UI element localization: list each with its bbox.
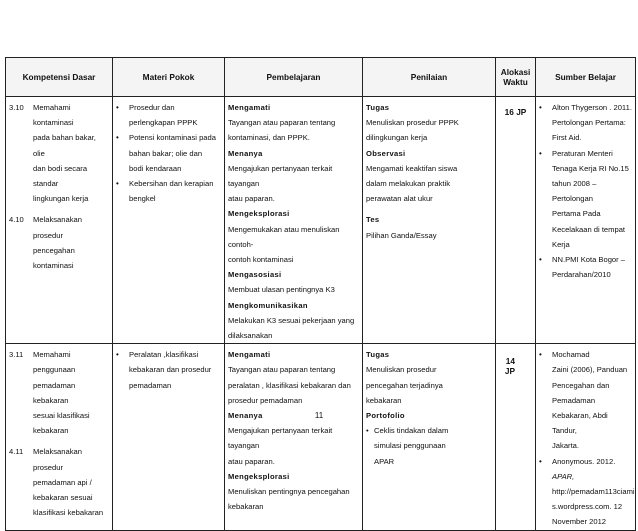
kd-line: Memahami kontaminasi xyxy=(33,103,74,128)
sumber-text xyxy=(552,100,632,146)
materi-text xyxy=(129,347,211,393)
kd-line: kebakaran sesuai xyxy=(33,493,93,503)
bullet-icon: • xyxy=(539,255,542,265)
kd-line: pencegahan kontaminasi xyxy=(33,245,75,271)
assessment-line: dilingkungan kerja xyxy=(366,133,428,143)
activity-line: Membuat ulasan pentingnya K3 xyxy=(228,285,335,295)
activity-line: prosedur pemadaman xyxy=(228,395,303,405)
sumber-text xyxy=(552,252,625,282)
assessment-heading: Portofolio xyxy=(366,411,405,421)
sumber-line: November 2012 xyxy=(552,517,607,527)
sumber-list xyxy=(536,344,635,529)
materi-item xyxy=(116,176,221,206)
header-alokasi-line2: Waktu xyxy=(503,77,528,87)
assessment-line: perawatan alat ukur xyxy=(366,194,433,204)
header-penilaian: Penilaian xyxy=(363,58,496,97)
activity-heading: Mengasosiasi xyxy=(228,270,282,280)
cell-alokasi-waktu xyxy=(496,97,536,344)
kd-line: klasifikasi kebakaran xyxy=(33,508,104,518)
materi-line: bengkel xyxy=(129,194,156,204)
sumber-bullets xyxy=(539,100,632,282)
sumber-line: Kebakaran, Abdi Tandur, xyxy=(552,411,608,436)
penilaian-list xyxy=(363,344,495,469)
bullet-icon: • xyxy=(116,350,119,360)
kd-line: dan bodi secara standar xyxy=(33,163,88,189)
activity-line: kontaminasi, dan PPPK. xyxy=(228,133,310,143)
materi-line: Potensi kontaminasi pada xyxy=(129,133,216,143)
kd-line: Melaksanakan prosedur xyxy=(33,447,82,472)
assessment-line: Menuliskan prosedur PPPK xyxy=(366,118,459,128)
cell-kompetensi-dasar xyxy=(6,97,113,344)
materi-line: pemadaman xyxy=(129,380,172,390)
sumber-bullets xyxy=(539,347,635,529)
assessment-line: pencegahan terjadinya xyxy=(366,380,443,390)
assessment-bullet-line: simulasi penggunaan xyxy=(374,441,446,451)
sumber-item xyxy=(539,100,632,146)
cell-materi-pokok xyxy=(113,97,225,344)
activity-line: peralatan , klasifikasi kebakaran dan xyxy=(228,380,351,390)
cell-penilaian xyxy=(363,97,496,344)
materi-text xyxy=(129,130,216,176)
activity-line: atau paparan. xyxy=(228,456,275,466)
materi-list xyxy=(113,344,224,393)
activity-line: kebakaran xyxy=(228,502,264,512)
table-row xyxy=(6,344,636,530)
bullet-icon: • xyxy=(116,133,119,143)
activity-heading: Mengeksplorasi xyxy=(228,209,290,219)
header-alokasi-waktu xyxy=(496,58,536,97)
sumber-item xyxy=(539,146,632,252)
sumber-text xyxy=(552,347,632,453)
assessment-heading: Tugas xyxy=(366,350,390,360)
table-row xyxy=(6,97,636,344)
kd-line: pemadaman kebakaran xyxy=(33,380,76,405)
activity-heading: Menanya xyxy=(228,148,263,158)
activity-heading: Mengeksplorasi xyxy=(228,471,290,481)
activity-line: Mengemukakan atau menuliskan contoh- xyxy=(228,224,340,249)
sumber-line: Pencegahan dan xyxy=(552,380,610,390)
activity-line: Melakukan K3 sesuai pekerjaan yang xyxy=(228,315,355,325)
cell-penilaian xyxy=(363,344,496,530)
kd-line: pada bahan bakar, olie xyxy=(33,133,96,158)
activity-heading: Menanya xyxy=(228,411,263,421)
pembelajaran-list xyxy=(225,97,362,343)
sumber-line: Anonymous. 2012. xyxy=(552,456,616,466)
activity-line: contoh kontaminasi xyxy=(228,255,294,265)
cell-kompetensi-dasar xyxy=(6,344,113,530)
sumber-text xyxy=(552,454,635,530)
assessment-line: Pilihan Ganda/Essay xyxy=(366,230,437,240)
bullet-icon: • xyxy=(116,179,119,189)
materi-line: bodi kendaraan xyxy=(129,163,182,173)
kd-line: lingkungan kerja xyxy=(33,194,89,204)
materi-text xyxy=(129,100,197,130)
activity-line: Mengajukan pertanyaan terkait tayangan xyxy=(228,163,333,189)
materi-line: kebakaran dan prosedur xyxy=(129,365,212,375)
materi-text xyxy=(129,176,213,206)
cell-materi-pokok xyxy=(113,344,225,530)
kd-list xyxy=(6,344,112,520)
sumber-list xyxy=(536,97,635,282)
kd-number: 4.10 xyxy=(9,215,24,225)
time-allocation: 14 JP xyxy=(504,356,515,377)
materi-item xyxy=(116,130,221,176)
kd-number: 3.11 xyxy=(9,350,24,360)
header-materi-pokok: Materi Pokok xyxy=(113,58,225,97)
kd-number: 3.10 xyxy=(9,103,24,112)
materi-item xyxy=(116,347,221,393)
pembelajaran-list xyxy=(225,344,362,514)
sumber-line: s.wordpress.com. 12 xyxy=(552,502,623,512)
assessment-bullet-item xyxy=(366,423,492,469)
materi-line: bahan bakar; olie dan xyxy=(129,148,203,158)
sumber-line: Perdarahan/2010 xyxy=(552,270,611,280)
sumber-line: tahun 2008 –Pertolongan xyxy=(552,179,597,204)
bullet-icon: • xyxy=(116,103,119,112)
materi-line: Prosedur dan xyxy=(129,103,175,112)
activity-line: Tayangan atau paparan tentang xyxy=(228,365,336,375)
sumber-line: Pertama Pada xyxy=(552,209,601,219)
assessment-heading: Tugas xyxy=(366,103,390,112)
bullet-icon: • xyxy=(539,103,542,112)
sumber-item xyxy=(539,347,632,453)
sumber-line: NN.PMI Kota Bogor – xyxy=(552,255,626,265)
sumber-line: Pemadaman xyxy=(552,395,596,405)
activity-line: Mengajukan pertanyaan terkait tayangan xyxy=(228,426,333,451)
sumber-line: Mochamad xyxy=(552,350,590,360)
kd-item xyxy=(9,347,109,438)
activity-line: dilaksanakan xyxy=(228,331,273,341)
activity-line: atau paparan. xyxy=(228,194,275,204)
activity-line: Tayangan atau paparan tentang xyxy=(228,118,336,128)
sumber-line: Kerja xyxy=(552,239,570,249)
cell-pembelajaran xyxy=(225,97,363,344)
sumber-item xyxy=(539,454,635,530)
materi-bullets xyxy=(116,347,221,393)
activity-heading: Mengamati xyxy=(228,103,271,112)
assessment-line: Mengamati keaktifan siswa xyxy=(366,163,458,173)
kd-item xyxy=(9,100,109,206)
sumber-line: http://pemadam113ciami xyxy=(552,487,635,497)
bullet-icon: • xyxy=(366,426,369,436)
assessment-line: Menuliskan prosedur xyxy=(366,365,437,375)
assessment-bullet-text xyxy=(374,423,448,469)
kd-text xyxy=(33,212,109,273)
bullet-icon: • xyxy=(539,456,542,466)
materi-line: perlengkapan PPPK xyxy=(129,118,198,128)
sumber-text xyxy=(552,146,632,252)
header-sumber-belajar: Sumber Belajar xyxy=(536,58,636,97)
assessment-heading: Observasi xyxy=(366,148,406,158)
bullet-icon: • xyxy=(539,148,542,158)
penilaian-list xyxy=(363,97,495,243)
kd-item xyxy=(9,444,109,520)
materi-line: Kebersihan dan kerapian xyxy=(129,179,214,189)
header-pembelajaran: Pembelajaran xyxy=(225,58,363,97)
page-number: 11 xyxy=(314,411,324,420)
activity-heading: Mengamati xyxy=(228,350,271,360)
kd-item xyxy=(9,212,109,273)
activity-line: Menuliskan pentingnya pencegahan xyxy=(228,487,350,497)
bullet-icon: • xyxy=(539,350,542,360)
sumber-line: Peraturan Menteri xyxy=(552,148,613,158)
assessment-line: dalam melakukan praktik xyxy=(366,179,450,189)
cell-sumber-belajar xyxy=(536,344,636,530)
syllabus-table xyxy=(5,57,636,531)
kd-number: 4.11 xyxy=(9,447,24,457)
assessment-bullet-line: Ceklis tindakan dalam xyxy=(374,426,449,436)
sumber-item xyxy=(539,252,632,282)
cell-pembelajaran xyxy=(225,344,363,530)
materi-line: Peralatan ,klasifikasi xyxy=(129,350,199,360)
kd-text xyxy=(33,100,109,206)
sumber-line: First Aid. xyxy=(552,133,582,143)
materi-bullets xyxy=(116,100,221,206)
sumber-line: Zaini (2006), Panduan xyxy=(552,365,628,375)
cell-alokasi-waktu xyxy=(496,344,536,530)
sumber-line: Kecelakaan di tempat xyxy=(552,224,626,234)
header-row xyxy=(6,58,636,97)
time-allocation: 16 JP xyxy=(504,107,527,117)
header-kompetensi-dasar: Kompetensi Dasar xyxy=(6,58,113,97)
kd-list xyxy=(6,97,112,273)
sumber-line: Pertolongan Pertama: xyxy=(552,118,626,128)
sumber-line: Tenaga Kerja RI No.15 xyxy=(552,163,629,173)
sumber-line: APAR, xyxy=(552,471,575,481)
assessment-bullet-line: APAR xyxy=(374,456,395,466)
materi-list xyxy=(113,97,224,206)
materi-item xyxy=(116,100,221,130)
sumber-line: Jakarta. xyxy=(552,441,580,451)
kd-text xyxy=(33,444,109,520)
header-alokasi-line1: Alokasi xyxy=(500,67,531,77)
kd-line: Melaksanakan prosedur xyxy=(33,215,82,240)
assessment-heading: Tes xyxy=(366,215,380,225)
kd-line: pemadaman api / xyxy=(33,477,92,487)
activity-heading: Mengkomunikasikan xyxy=(228,300,308,310)
kd-line: sesuai klasifikasi xyxy=(33,411,90,421)
assessment-line: kebakaran xyxy=(366,395,402,405)
kd-line: Memahami penggunaan xyxy=(33,350,76,375)
kd-line: kebakaran xyxy=(33,426,69,436)
kd-text xyxy=(33,347,109,438)
cell-sumber-belajar xyxy=(536,97,636,344)
sumber-line: Alton Thygerson . 2011. xyxy=(552,103,632,112)
